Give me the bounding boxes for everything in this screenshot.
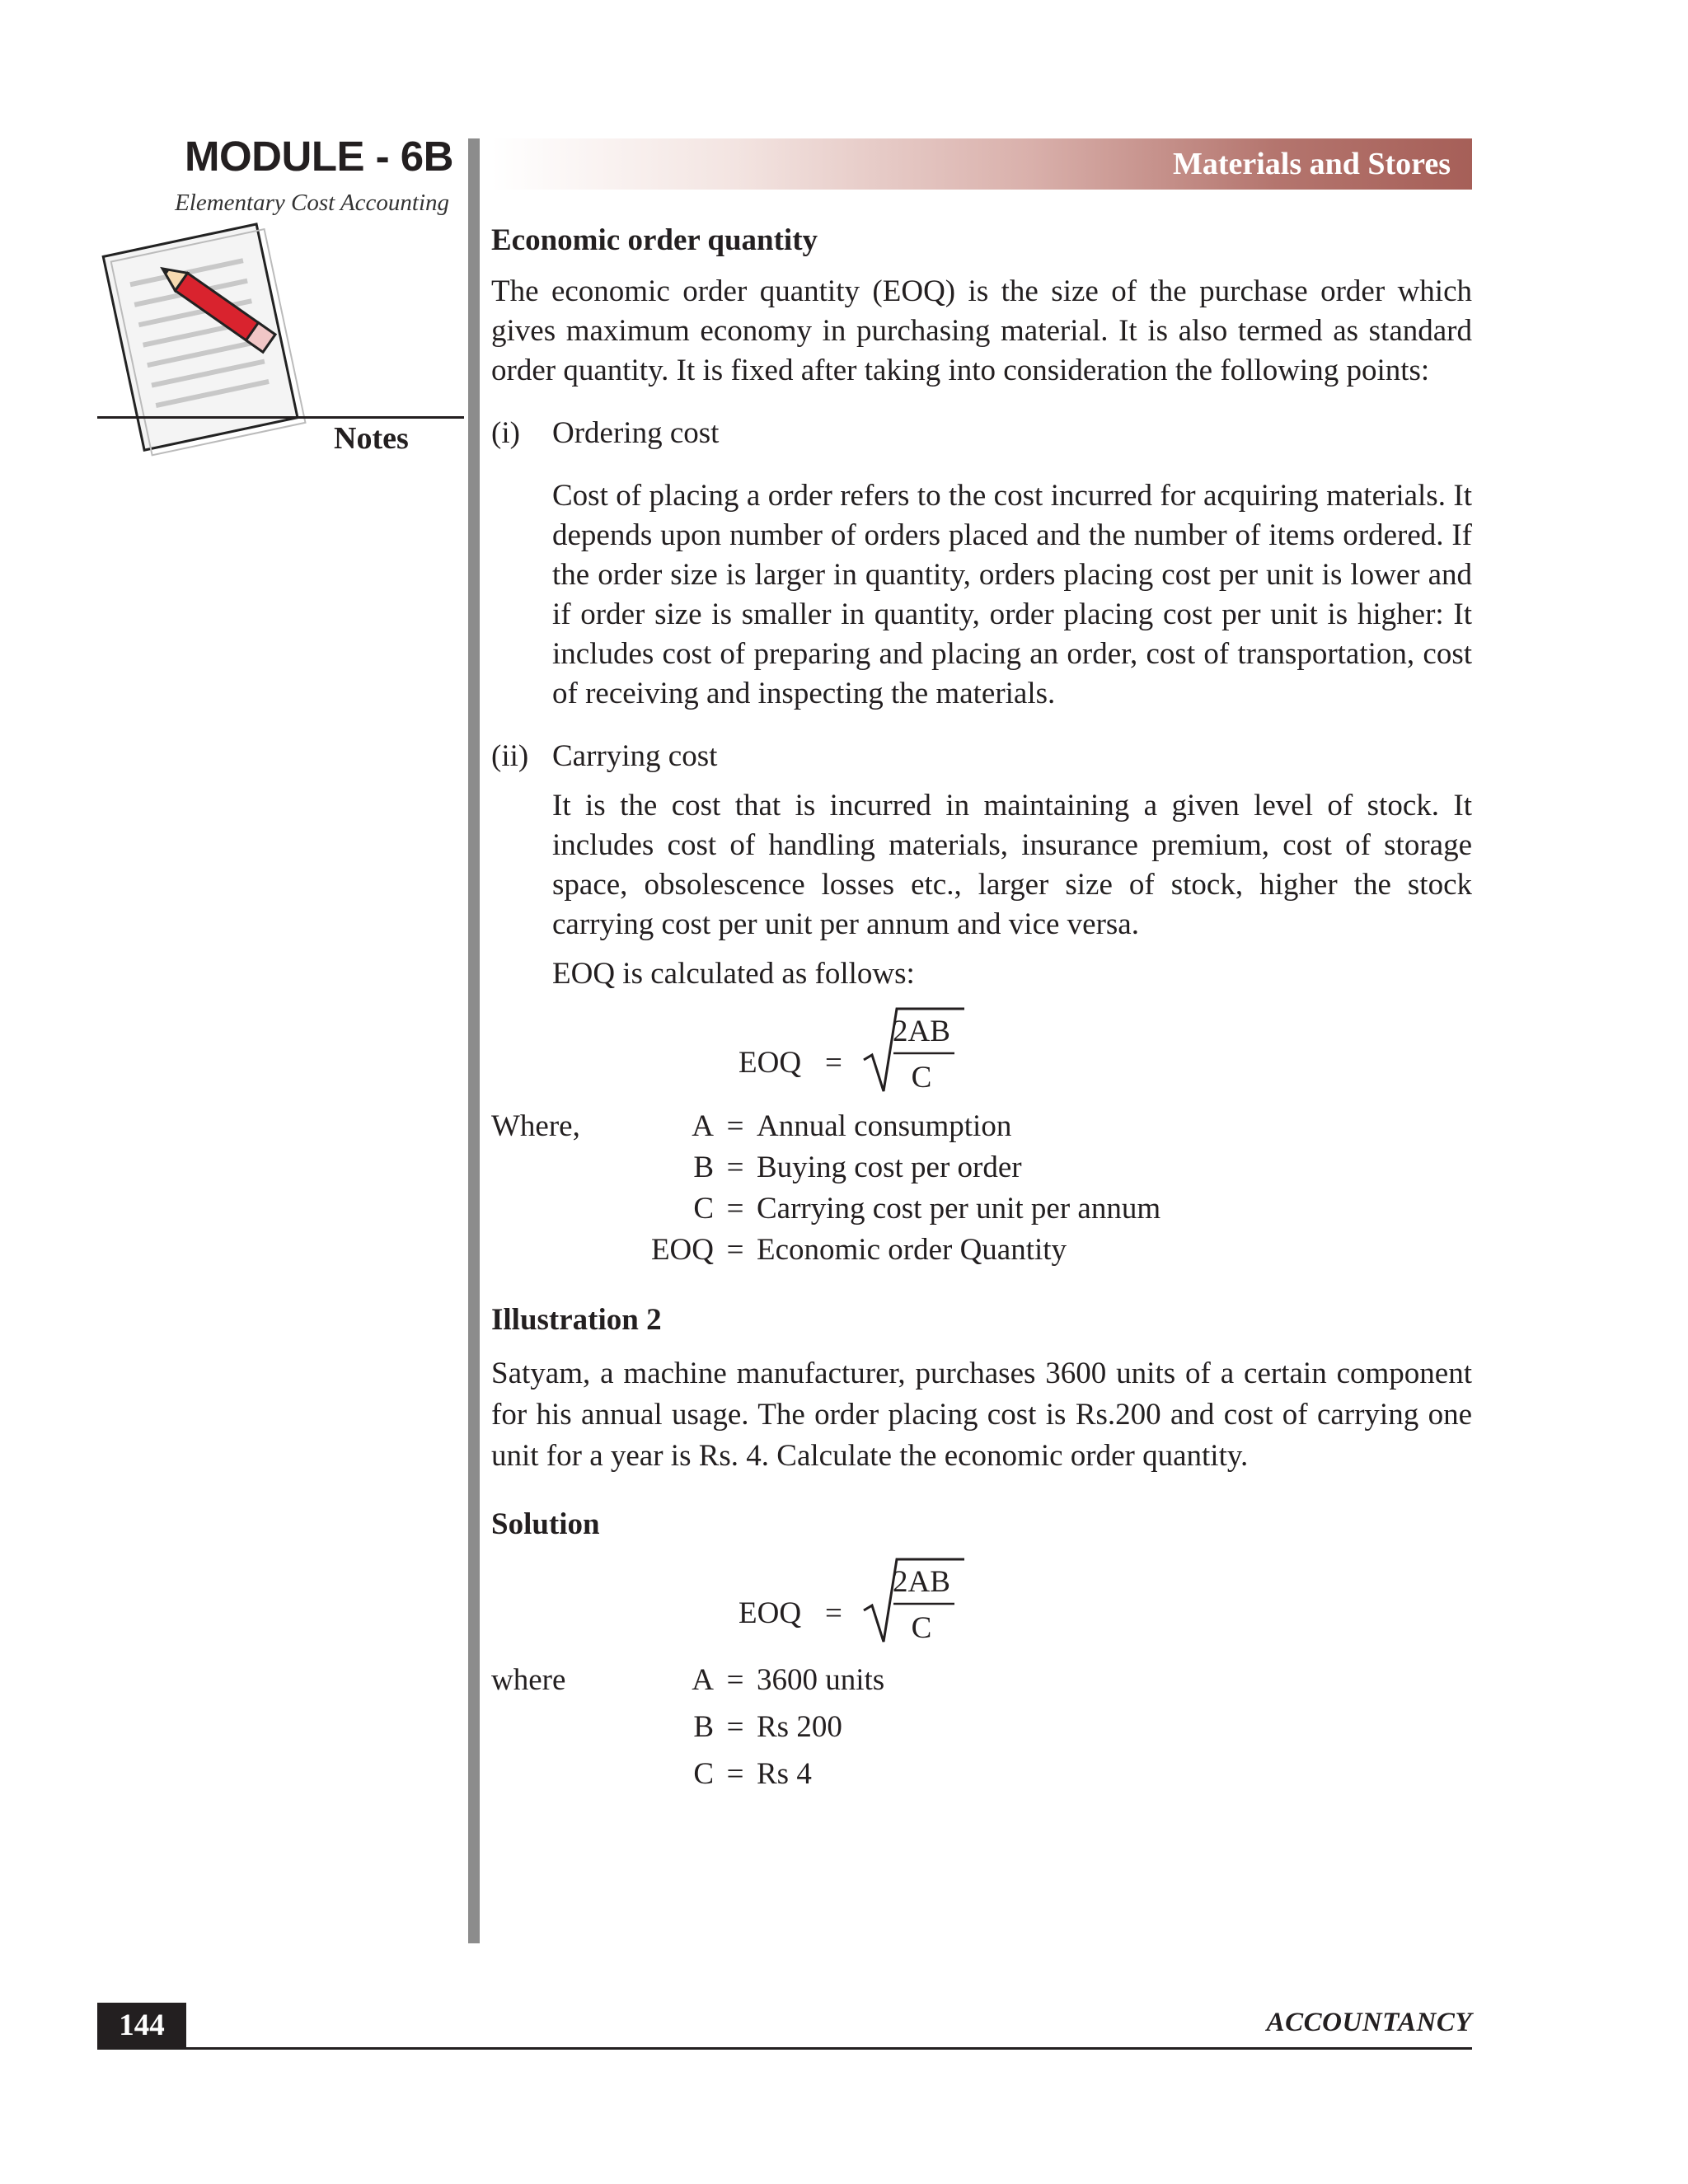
page-number: 144	[97, 2003, 186, 2049]
where-label: where	[491, 1663, 566, 1697]
formula-lhs: EOQ	[738, 1046, 802, 1080]
notes-label: Notes	[334, 421, 409, 456]
where-block	[491, 1106, 1472, 1271]
where-variable: C	[693, 1192, 714, 1226]
formula-numerator: 2AB	[893, 1565, 950, 1599]
solution-formula	[491, 1553, 1472, 1652]
section-title: Materials and Stores	[1172, 147, 1451, 181]
where-variable: A	[692, 1663, 714, 1697]
where-row	[491, 1230, 1472, 1271]
footer-rule	[97, 2047, 1472, 2050]
where-value: Economic order Quantity	[757, 1233, 1067, 1267]
eoq-heading: Economic order quantity	[491, 223, 818, 257]
where-row	[491, 1704, 1472, 1750]
solution-heading: Solution	[491, 1507, 600, 1541]
list-number: (i)	[491, 416, 520, 450]
list-item	[491, 414, 1472, 453]
illustration-text: Satyam, a machine manufacturer, purchases 3600 units of a certain component for his annual usage. The order placing cost is Rs.200 and cost of carrying one unit for a year is Rs. 4. Calculate the economic order quantity.	[491, 1357, 1472, 1473]
formula-numerator: 2AB	[893, 1015, 950, 1048]
where-equals: =	[726, 1192, 744, 1226]
where-variable: A	[692, 1109, 714, 1143]
notes-divider	[97, 416, 464, 419]
where-value: Rs 200	[757, 1710, 842, 1744]
where-row	[491, 1750, 1472, 1797]
where-value: Buying cost per order	[757, 1151, 1022, 1184]
eoq-intro: The economic order quantity (EOQ) is the size of the purchase order which gives maximum economy in purchasing material. It is also termed as standard order quantity. It is fixed after taking into consideration the following points:	[491, 274, 1472, 387]
illustration-heading: Illustration 2	[491, 1303, 662, 1337]
where-row	[491, 1147, 1472, 1188]
notepad-pencil-icon	[97, 221, 320, 460]
where-value: Rs 4	[757, 1757, 812, 1791]
list-number: (ii)	[491, 739, 529, 773]
solution-where-block	[491, 1657, 1472, 1797]
where-value: Carrying cost per unit per annum	[757, 1192, 1161, 1226]
where-value: Annual consumption	[757, 1109, 1012, 1143]
module-title: MODULE - 6B	[185, 133, 453, 180]
where-row	[491, 1657, 1472, 1704]
where-variable: B	[693, 1151, 714, 1184]
list-title: Ordering cost	[552, 416, 720, 450]
where-variable: EOQ	[650, 1233, 714, 1267]
footer-subject: ACCOUNTANCY	[1266, 2008, 1472, 2037]
formula-denominator: C	[911, 1611, 932, 1645]
formula-equals: =	[825, 1596, 842, 1630]
where-equals: =	[726, 1710, 744, 1744]
where-equals: =	[726, 1757, 744, 1791]
eoq-formula	[491, 1002, 1472, 1101]
main-content	[491, 221, 1472, 1797]
carrying-cost-body: It is the cost that is incurred in maintaining a given level of stock. It includes cost of handling materials, insurance premium, cost of storage space, obsolescence losses etc., larger size of stock, higher the stock carrying cost per unit per annum and vice versa.	[552, 789, 1472, 941]
section-header-band	[491, 138, 1472, 190]
where-equals: =	[726, 1151, 744, 1184]
where-equals: =	[726, 1109, 744, 1143]
formula-denominator: C	[911, 1061, 932, 1094]
where-variable: C	[693, 1757, 714, 1791]
formula-lhs: EOQ	[738, 1596, 802, 1630]
margin-bar	[468, 138, 480, 1943]
where-variable: B	[693, 1710, 714, 1744]
module-subtitle: Elementary Cost Accounting	[175, 190, 449, 216]
eoq-calc-line: EOQ is calculated as follows:	[552, 957, 915, 991]
list-title: Carrying cost	[552, 739, 718, 773]
ordering-cost-body: Cost of placing a order refers to the cost incurred for acquiring materials. It depends upon number of orders placed and the number of items ordered. If the order size is larger in quantity, orders placing cost per unit is lower and if order size is smaller in quantity, order placing cost per unit is higher: It includes cost of preparing and placing an order, cost of transportation, cost of receiving and inspecting the materials.	[552, 479, 1472, 710]
where-value: 3600 units	[757, 1663, 885, 1697]
where-row	[491, 1188, 1472, 1230]
where-equals: =	[726, 1663, 744, 1697]
formula-equals: =	[825, 1046, 842, 1080]
where-row	[491, 1106, 1472, 1147]
where-equals: =	[726, 1233, 744, 1267]
where-label: Where,	[491, 1109, 580, 1143]
list-item	[491, 737, 1472, 776]
